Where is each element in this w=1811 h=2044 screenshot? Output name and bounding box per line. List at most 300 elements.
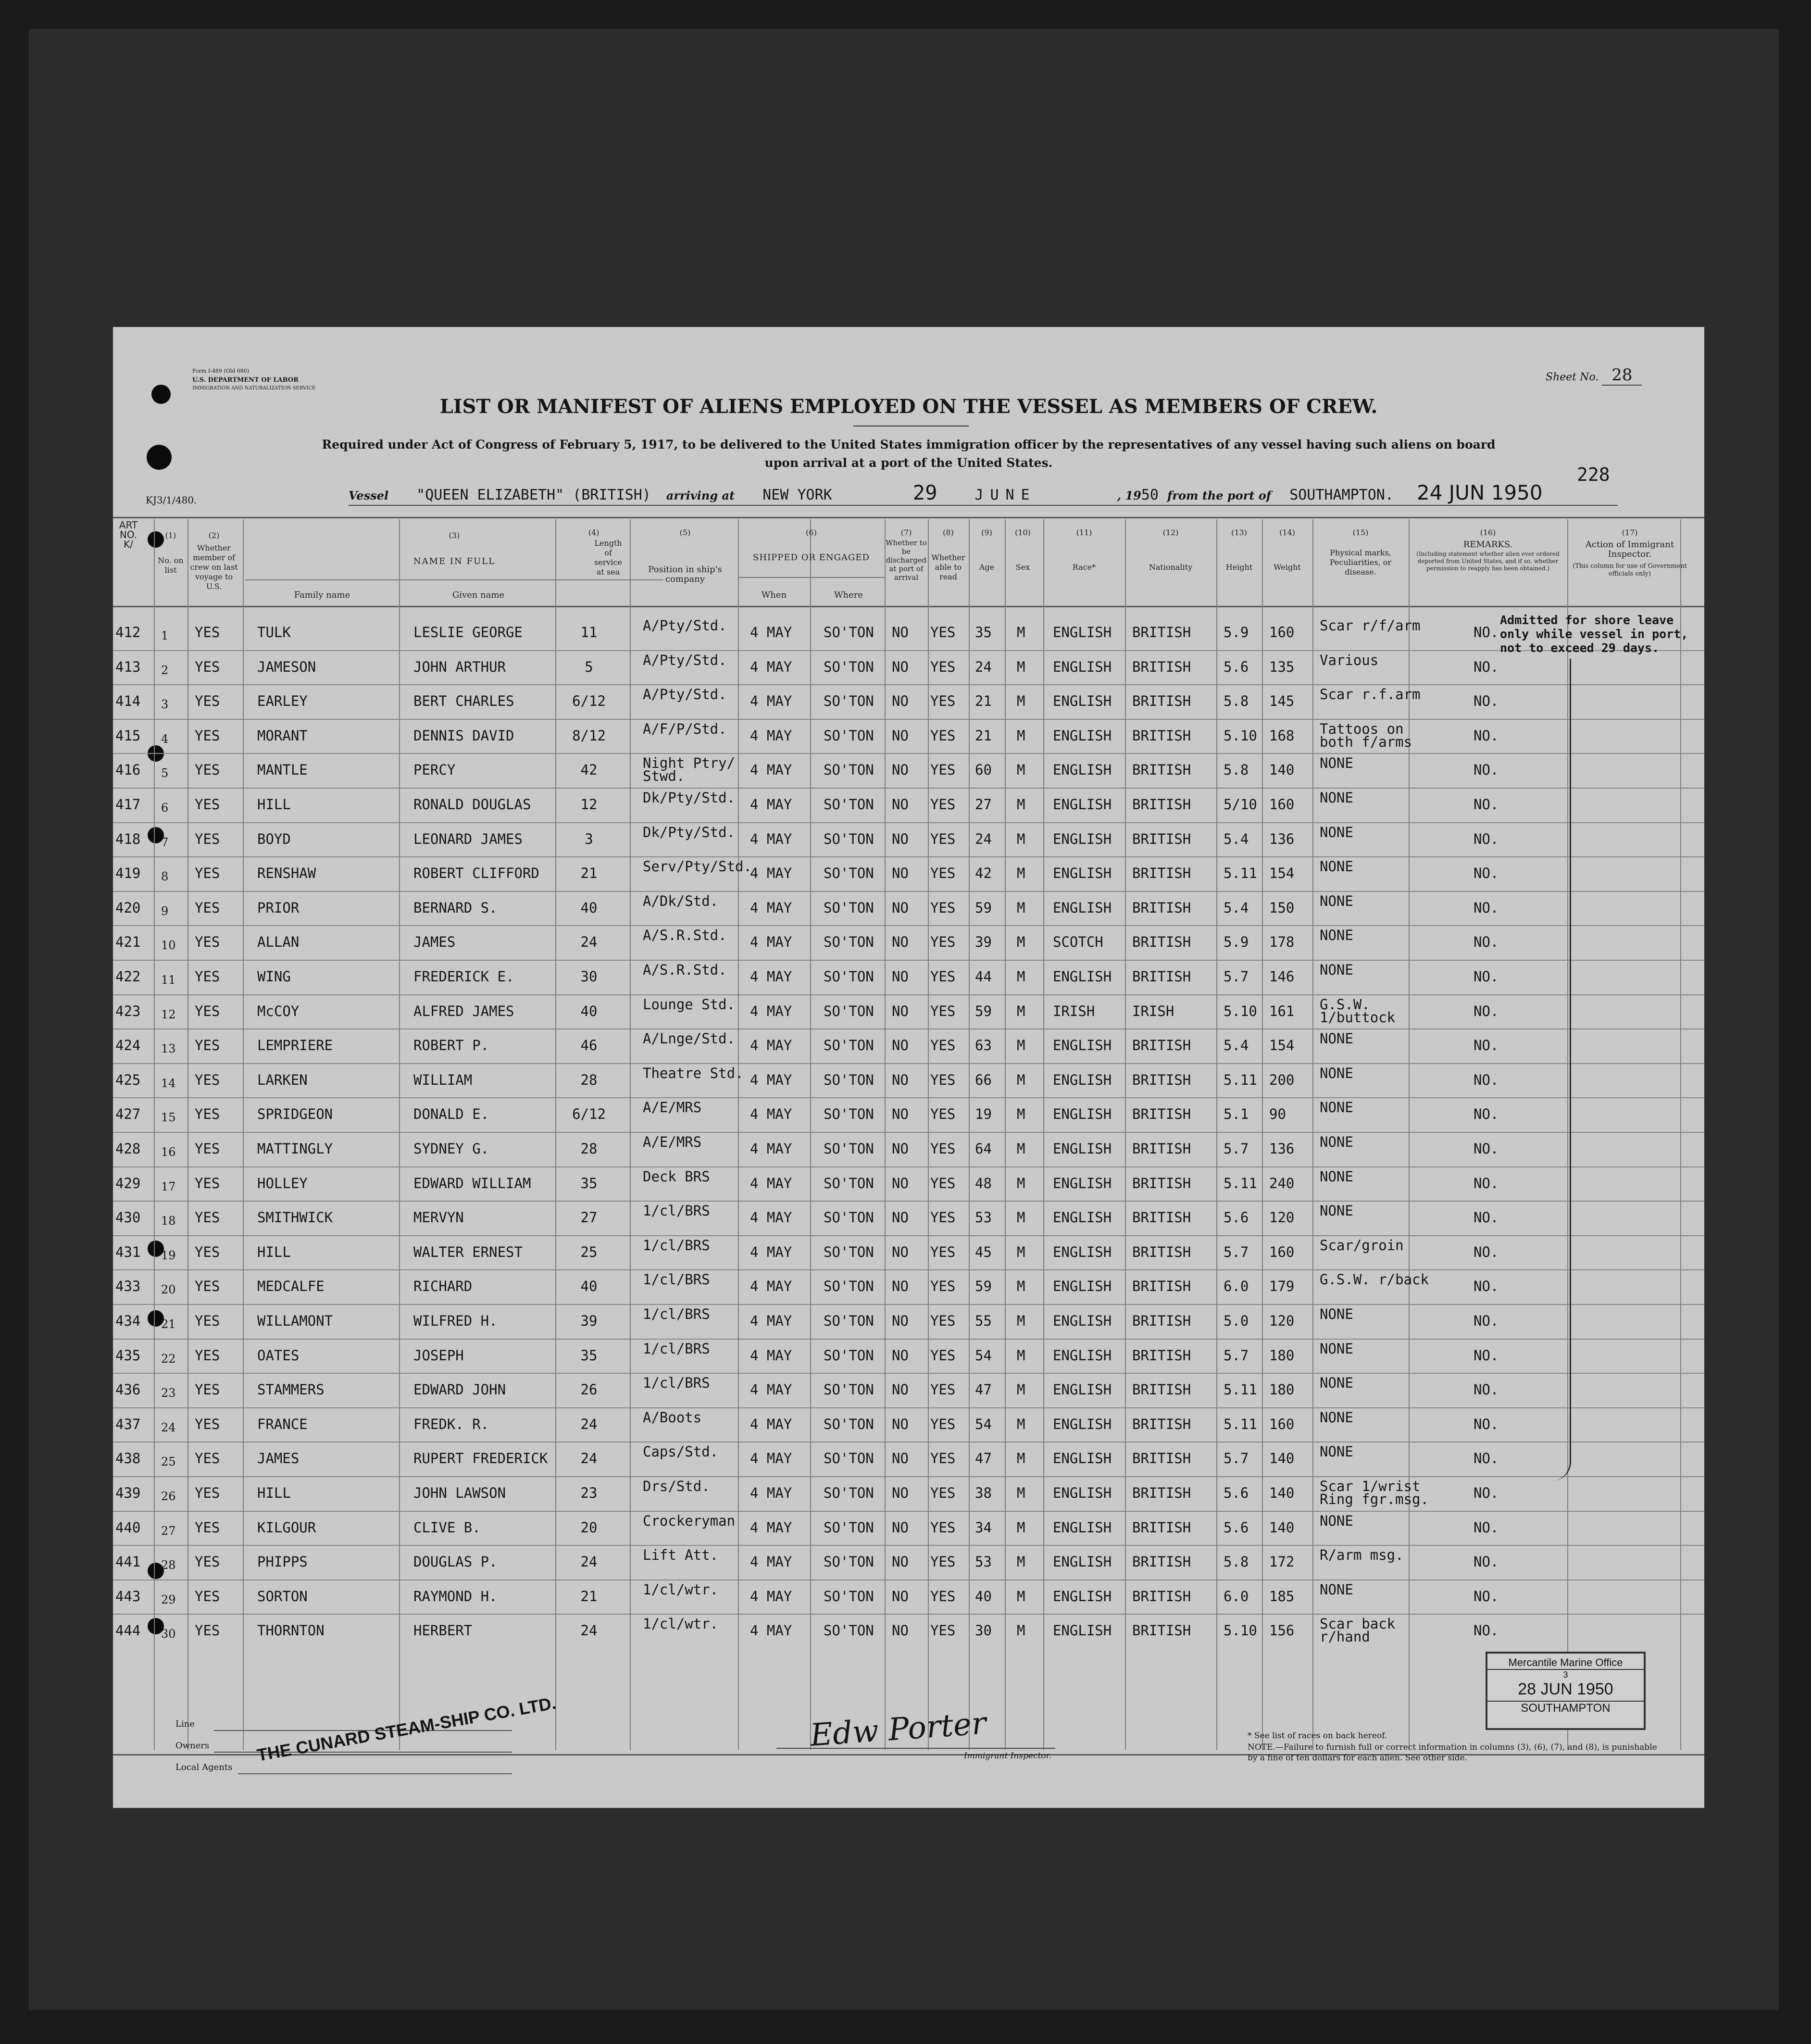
col-8-num: (8) (943, 528, 954, 537)
discharged-cell: NO (892, 1003, 909, 1019)
service-length-cell: 24 (580, 1554, 598, 1570)
family-name-cell: SMITHWICK (257, 1209, 333, 1226)
discharged-cell: NO (892, 1106, 909, 1123)
height-cell: 5.8 (1224, 762, 1249, 778)
col-5-header: Position in ship's company (648, 564, 722, 584)
given-name-cell: WILLIAM (413, 1071, 473, 1088)
remarks-cell: NO. (1474, 796, 1499, 813)
race-cell: ENGLISH (1053, 658, 1112, 675)
age-cell: 45 (975, 1243, 992, 1260)
prior-voyage-cell: YES (195, 1141, 220, 1157)
prior-voyage-cell: YES (195, 796, 220, 813)
service-length-cell: 35 (580, 1175, 598, 1191)
weight-cell: 178 (1269, 934, 1295, 951)
arrival-year: 50 (1141, 487, 1159, 503)
table-row (113, 925, 1704, 959)
height-cell: 5.7 (1224, 968, 1249, 985)
shipped-when-cell: 4 MAY (750, 1347, 792, 1364)
position-cell: Deck BRS (643, 1168, 710, 1185)
height-cell: 5.6 (1224, 1209, 1249, 1226)
nationality-cell: BRITISH (1132, 1175, 1191, 1191)
weight-cell: 156 (1269, 1622, 1295, 1639)
race-cell: ENGLISH (1053, 899, 1112, 916)
list-number-cell: 11 (161, 973, 176, 987)
able-to-read-cell: YES (930, 1381, 956, 1398)
family-name-cell: LARKEN (257, 1071, 308, 1088)
inspector-bracket-line (1550, 659, 1571, 1481)
weight-cell: 140 (1269, 1485, 1295, 1501)
physical-marks-cell: NONE (1320, 1134, 1353, 1150)
family-name-cell: SPRIDGEON (257, 1106, 333, 1123)
given-name-cell: RONALD DOUGLAS (413, 796, 531, 813)
prior-voyage-cell: YES (195, 693, 220, 710)
col-17-num: (17) (1622, 528, 1638, 537)
stamp-date: 28 JUN 1950 (1518, 1680, 1613, 1698)
shipped-where-cell: SO'TON (824, 865, 874, 882)
list-number-cell: 29 (161, 1593, 176, 1606)
table-row (113, 994, 1704, 1028)
height-cell: 5.4 (1224, 899, 1249, 916)
service-length-cell: 28 (580, 1141, 598, 1157)
shipped-where-cell: SO'TON (824, 1450, 874, 1467)
prior-voyage-cell: YES (195, 830, 220, 847)
race-cell: ENGLISH (1053, 693, 1112, 710)
discharged-cell: NO (892, 1037, 909, 1054)
weight-cell: 136 (1269, 1141, 1295, 1157)
prior-voyage-cell: YES (195, 1037, 220, 1054)
shipped-when-cell: 4 MAY (750, 968, 792, 985)
height-cell: 5.6 (1224, 658, 1249, 675)
sex-cell: M (1017, 1313, 1025, 1329)
list-number-cell: 5 (161, 766, 169, 780)
discharged-cell: NO (892, 1416, 909, 1432)
list-number-cell: 7 (161, 835, 169, 849)
shipped-when-cell: 4 MAY (750, 1588, 792, 1605)
prior-voyage-cell: YES (195, 1106, 220, 1123)
shipped-where-cell: SO'TON (824, 830, 874, 847)
prior-voyage-cell: YES (195, 1243, 220, 1260)
signature-rule (776, 1748, 1055, 1749)
physical-marks-cell: NONE (1320, 1030, 1353, 1047)
sex-cell: M (1017, 762, 1025, 778)
nationality-cell: BRITISH (1132, 1037, 1191, 1054)
art-number-cell: 437 (115, 1416, 141, 1432)
service-length-cell: 11 (580, 624, 598, 640)
family-name-cell: EARLEY (257, 693, 308, 710)
nationality-cell: BRITISH (1132, 1347, 1191, 1364)
given-name-cell: PERCY (413, 762, 456, 778)
height-cell: 5.1 (1224, 1106, 1249, 1123)
weight-cell: 140 (1269, 1450, 1295, 1467)
discharged-cell: NO (892, 1175, 909, 1191)
weight-cell: 160 (1269, 1243, 1295, 1260)
physical-marks-cell: NONE (1320, 892, 1353, 909)
service-length-cell: 35 (580, 1347, 598, 1364)
physical-marks-cell: NONE (1320, 1306, 1353, 1322)
remarks-cell: NO. (1474, 1622, 1499, 1639)
family-name-cell: JAMES (257, 1450, 300, 1467)
position-cell: A/S.R.Std. (643, 927, 727, 944)
nationality-cell: BRITISH (1132, 762, 1191, 778)
given-name-cell: ALFRED JAMES (413, 1003, 514, 1019)
list-number-cell: 6 (161, 801, 169, 815)
height-cell: 5.8 (1224, 1554, 1249, 1570)
art-number-cell: 428 (115, 1141, 141, 1157)
sex-cell: M (1017, 1071, 1025, 1088)
age-cell: 35 (975, 624, 992, 640)
shipped-where-cell: SO'TON (824, 1003, 874, 1019)
given-name-cell: ROBERT CLIFFORD (413, 865, 539, 882)
art-number-cell: 414 (115, 693, 141, 710)
able-to-read-cell: YES (930, 762, 956, 778)
physical-marks-cell: Scar r/f/arm (1320, 617, 1421, 634)
list-number-cell: 28 (161, 1558, 176, 1572)
given-name-cell: BERNARD S. (413, 899, 498, 916)
shipped-when-cell: 4 MAY (750, 1106, 792, 1123)
inspector-label: Immigrant Inspector. (964, 1751, 1052, 1761)
art-number-cell: 444 (115, 1622, 141, 1639)
prior-voyage-cell: YES (195, 1003, 220, 1019)
nationality-cell: BRITISH (1132, 899, 1191, 916)
able-to-read-cell: YES (930, 1347, 956, 1364)
discharged-cell: NO (892, 1243, 909, 1260)
given-name-cell: HERBERT (413, 1622, 473, 1639)
family-name-cell: MORANT (257, 727, 308, 744)
sex-cell: M (1017, 624, 1025, 640)
shipped-where-cell: SO'TON (824, 693, 874, 710)
service-length-cell: 28 (580, 1071, 598, 1088)
shipped-where-cell: SO'TON (824, 727, 874, 744)
able-to-read-cell: YES (930, 865, 956, 882)
service-length-cell: 8/12 (572, 727, 606, 744)
height-cell: 5.9 (1224, 934, 1249, 951)
sex-cell: M (1017, 865, 1025, 882)
table-row (113, 1442, 1704, 1475)
shipped-when-cell: 4 MAY (750, 762, 792, 778)
shipped-when-cell: 4 MAY (750, 1243, 792, 1260)
shipped-when-cell: 4 MAY (750, 899, 792, 916)
position-cell: A/Pty/Std. (643, 617, 727, 634)
position-cell: Night Ptry/ Stwd. (643, 755, 736, 785)
family-name-cell: MANTLE (257, 762, 308, 778)
col-16-note: (Including statement whether alien ever ordered deported from United States, and if so, whether permission to reapply has been obtained.) (1416, 551, 1560, 572)
table-row (113, 960, 1704, 993)
age-cell: 39 (975, 934, 992, 951)
service-length-cell: 21 (580, 1588, 598, 1605)
list-number-cell: 16 (161, 1145, 176, 1159)
race-cell: ENGLISH (1053, 1554, 1112, 1570)
able-to-read-cell: YES (930, 1313, 956, 1329)
position-cell: A/Pty/Std. (643, 652, 727, 668)
position-cell: A/Lnge/Std. (643, 1030, 736, 1047)
prior-voyage-cell: YES (195, 762, 220, 778)
prior-voyage-cell: YES (195, 1554, 220, 1570)
height-cell: 5.7 (1224, 1347, 1249, 1364)
age-cell: 54 (975, 1416, 992, 1432)
given-name-cell: JOHN LAWSON (413, 1485, 506, 1501)
col-12-num: (12) (1162, 528, 1179, 537)
given-name-cell: SYDNEY G. (413, 1141, 489, 1157)
physical-marks-cell: NONE (1320, 1340, 1353, 1357)
voyage-line (349, 481, 1618, 506)
table-row (113, 1545, 1704, 1579)
sex-cell: M (1017, 1416, 1025, 1432)
art-number-cell: 436 (115, 1381, 141, 1398)
table-row (113, 753, 1704, 787)
prior-voyage-cell: YES (195, 865, 220, 882)
nationality-cell: BRITISH (1132, 1485, 1191, 1501)
race-cell: ENGLISH (1053, 968, 1112, 985)
art-number-cell: 422 (115, 968, 141, 985)
position-cell: Drs/Std. (643, 1478, 710, 1494)
shipped-when-cell: 4 MAY (750, 727, 792, 744)
arrival-day: 29 (912, 481, 937, 504)
col-11-header: Race* (1072, 563, 1096, 572)
remarks-cell: NO. (1474, 1313, 1499, 1329)
inspector-annotation: Admitted for shore leave only while vessel in port, not to exceed 29 days. (1500, 613, 1688, 655)
race-cell: ENGLISH (1053, 1071, 1112, 1088)
given-name-cell: DONALD E. (413, 1106, 489, 1123)
age-cell: 53 (975, 1209, 992, 1226)
physical-marks-cell: NONE (1320, 1065, 1353, 1081)
discharged-cell: NO (892, 1278, 909, 1295)
height-cell: 5.6 (1224, 1485, 1249, 1501)
remarks-cell: NO. (1474, 1175, 1499, 1191)
able-to-read-cell: YES (930, 1416, 956, 1432)
list-number-cell: 13 (161, 1042, 176, 1056)
service-length-cell: 6/12 (572, 693, 606, 710)
col-4-header: Length of service at sea (594, 539, 622, 577)
col-16-header: REMARKS. (1463, 539, 1513, 550)
shipped-where-cell: SO'TON (824, 1485, 874, 1501)
art-number-cell: 431 (115, 1243, 141, 1260)
table-row (113, 856, 1704, 890)
table-row (113, 1614, 1704, 1647)
height-cell: 5.4 (1224, 830, 1249, 847)
prior-voyage-cell: YES (195, 1588, 220, 1605)
races-note: * See list of races on back hereof. (1248, 1731, 1387, 1741)
list-number-cell: 14 (161, 1076, 176, 1090)
service-length-cell: 42 (580, 762, 598, 778)
nationality-cell: BRITISH (1132, 1141, 1191, 1157)
col-3-header: NAME IN FULL (413, 556, 496, 566)
col-2-header: Whether member of crew on last voyage to U.S. (190, 543, 238, 591)
table-row (113, 1339, 1704, 1372)
able-to-read-cell: YES (930, 1106, 956, 1123)
family-name-cell: BOYD (257, 830, 291, 847)
remarks-cell: NO. (1474, 1037, 1499, 1054)
sex-cell: M (1017, 1450, 1025, 1467)
able-to-read-cell: YES (930, 1485, 956, 1501)
art-number-cell: 433 (115, 1278, 141, 1295)
position-cell: 1/cl/BRS (643, 1237, 710, 1254)
race-cell: ENGLISH (1053, 1588, 1112, 1605)
sex-cell: M (1017, 830, 1025, 847)
arrival-port: NEW YORK (762, 487, 832, 503)
remarks-cell: NO. (1474, 968, 1499, 985)
list-number-cell: 18 (161, 1214, 176, 1228)
page-number: 228 (1577, 464, 1610, 485)
weight-cell: 140 (1269, 762, 1295, 778)
sex-cell: M (1017, 1106, 1025, 1123)
height-cell: 5.11 (1224, 1416, 1257, 1432)
sheet-label: Sheet No. (1546, 371, 1599, 383)
height-cell: 5/10 (1224, 796, 1257, 813)
weight-cell: 185 (1269, 1588, 1295, 1605)
physical-marks-cell: NONE (1320, 1099, 1353, 1116)
col-15-num: (15) (1352, 528, 1369, 537)
shipped-where-cell: SO'TON (824, 762, 874, 778)
art-number-cell: 423 (115, 1003, 141, 1019)
physical-marks-cell: G.S.W. r/back (1320, 1271, 1429, 1288)
family-name-cell: STAMMERS (257, 1381, 325, 1398)
position-cell: A/F/P/Std. (643, 720, 727, 737)
remarks-cell: NO. (1474, 1416, 1499, 1432)
table-row (113, 1235, 1704, 1269)
col-10-num: (10) (1015, 528, 1031, 537)
remarks-cell: NO. (1474, 1141, 1499, 1157)
agents-rule (238, 1773, 512, 1774)
table-row (113, 650, 1704, 684)
nationality-cell: BRITISH (1132, 1622, 1191, 1639)
nationality-cell: BRITISH (1132, 1519, 1191, 1536)
race-cell: IRISH (1053, 1003, 1095, 1019)
sex-cell: M (1017, 1485, 1025, 1501)
service-length-cell: 24 (580, 934, 598, 951)
position-cell: Dk/Pty/Std. (643, 790, 736, 806)
able-to-read-cell: YES (930, 658, 956, 675)
discharged-cell: NO (892, 1071, 909, 1088)
family-name-cell: WING (257, 968, 291, 985)
discharged-cell: NO (892, 1141, 909, 1157)
table-row (113, 719, 1704, 752)
table-row (113, 1097, 1704, 1131)
sex-cell: M (1017, 1381, 1025, 1398)
shipped-where-cell: SO'TON (824, 1037, 874, 1054)
service-length-cell: 24 (580, 1622, 598, 1639)
given-name-cell: CLIVE B. (413, 1519, 481, 1536)
col-14-header: Weight (1274, 563, 1301, 572)
family-name-cell: HILL (257, 1243, 291, 1260)
able-to-read-cell: YES (930, 1243, 956, 1260)
race-cell: ENGLISH (1053, 865, 1112, 882)
art-number-cell: 417 (115, 796, 141, 813)
col-7-header: Whether to be discharged at port of arrival (886, 539, 927, 582)
vessel-label: Vessel (349, 489, 389, 502)
sex-cell: M (1017, 934, 1025, 951)
family-name-cell: SORTON (257, 1588, 308, 1605)
discharged-cell: NO (892, 1519, 909, 1536)
height-cell: 5.10 (1224, 727, 1257, 744)
list-number-cell: 10 (161, 939, 176, 953)
height-cell: 5.7 (1224, 1450, 1249, 1467)
shipped-where-cell: SO'TON (824, 1243, 874, 1260)
age-cell: 27 (975, 796, 992, 813)
physical-marks-cell: NONE (1320, 755, 1353, 772)
discharged-cell: NO (892, 762, 909, 778)
nationality-cell: BRITISH (1132, 796, 1191, 813)
able-to-read-cell: YES (930, 968, 956, 985)
able-to-read-cell: YES (930, 1175, 956, 1191)
sex-cell: M (1017, 1209, 1025, 1226)
table-row (113, 1028, 1704, 1062)
age-cell: 34 (975, 1519, 992, 1536)
position-cell: Dk/Pty/Std. (643, 824, 736, 840)
sex-cell: M (1017, 1003, 1025, 1019)
col-7-num: (7) (900, 528, 912, 537)
sheet-number-field (1546, 365, 1642, 385)
discharged-cell: NO (892, 693, 909, 710)
physical-marks-cell: NONE (1320, 1375, 1353, 1392)
physical-marks-cell: NONE (1320, 824, 1353, 840)
shipped-when-cell: 4 MAY (750, 1071, 792, 1088)
age-cell: 64 (975, 1141, 992, 1157)
family-name-cell: WILLAMONT (257, 1313, 333, 1329)
sex-cell: M (1017, 1141, 1025, 1157)
physical-marks-cell: R/arm msg. (1320, 1547, 1404, 1564)
service-length-cell: 3 (585, 830, 593, 847)
service-length-cell: 20 (580, 1519, 598, 1536)
family-name-cell: HOLLEY (257, 1175, 308, 1191)
col-9-num: (9) (981, 528, 992, 537)
physical-marks-cell: NONE (1320, 962, 1353, 978)
race-cell: ENGLISH (1053, 762, 1112, 778)
shipped-when-cell: 4 MAY (750, 1450, 792, 1467)
nationality-cell: BRITISH (1132, 865, 1191, 882)
service-name: IMMIGRATION AND NATURALIZATION SERVICE (192, 386, 316, 391)
age-cell: 60 (975, 762, 992, 778)
col-1-num: (1) (165, 531, 176, 540)
position-cell: Crockeryman (643, 1512, 736, 1529)
family-name-cell: LEMPRIERE (257, 1037, 333, 1054)
nationality-cell: BRITISH (1132, 1243, 1191, 1260)
sex-cell: M (1017, 1588, 1025, 1605)
art-number-cell: 415 (115, 727, 141, 744)
position-cell: 1/cl/wtr. (643, 1581, 719, 1598)
weight-cell: 154 (1269, 865, 1295, 882)
nationality-cell: IRISH (1132, 1003, 1174, 1019)
shipped-when-cell: 4 MAY (750, 1416, 792, 1432)
remarks-cell: NO. (1474, 1485, 1499, 1501)
service-length-cell: 40 (580, 1278, 598, 1295)
weight-cell: 154 (1269, 1037, 1295, 1054)
physical-marks-cell: G.S.W. 1/buttock (1320, 996, 1396, 1026)
given-name-cell: MERVYN (413, 1209, 464, 1226)
age-cell: 44 (975, 968, 992, 985)
given-name-cell: EDWARD JOHN (413, 1381, 506, 1398)
nationality-cell: BRITISH (1132, 934, 1191, 951)
remarks-cell: NO. (1474, 830, 1499, 847)
sex-cell: M (1017, 1278, 1025, 1295)
height-cell: 5.9 (1224, 624, 1249, 640)
height-cell: 5.4 (1224, 1037, 1249, 1054)
owners-label: Owners (175, 1741, 210, 1751)
race-cell: ENGLISH (1053, 1381, 1112, 1398)
height-cell: 5.7 (1224, 1243, 1249, 1260)
shipped-when-cell: 4 MAY (750, 1381, 792, 1398)
able-to-read-cell: YES (930, 1141, 956, 1157)
table-row (113, 891, 1704, 925)
discharged-cell: NO (892, 727, 909, 744)
shipped-when-cell: 4 MAY (750, 1622, 792, 1639)
family-name-cell: KILGOUR (257, 1519, 316, 1536)
able-to-read-cell: YES (930, 727, 956, 744)
prior-voyage-cell: YES (195, 899, 220, 916)
art-number-cell: 438 (115, 1450, 141, 1467)
position-cell: 1/cl/wtr. (643, 1616, 719, 1632)
age-cell: 24 (975, 830, 992, 847)
race-cell: ENGLISH (1053, 727, 1112, 744)
